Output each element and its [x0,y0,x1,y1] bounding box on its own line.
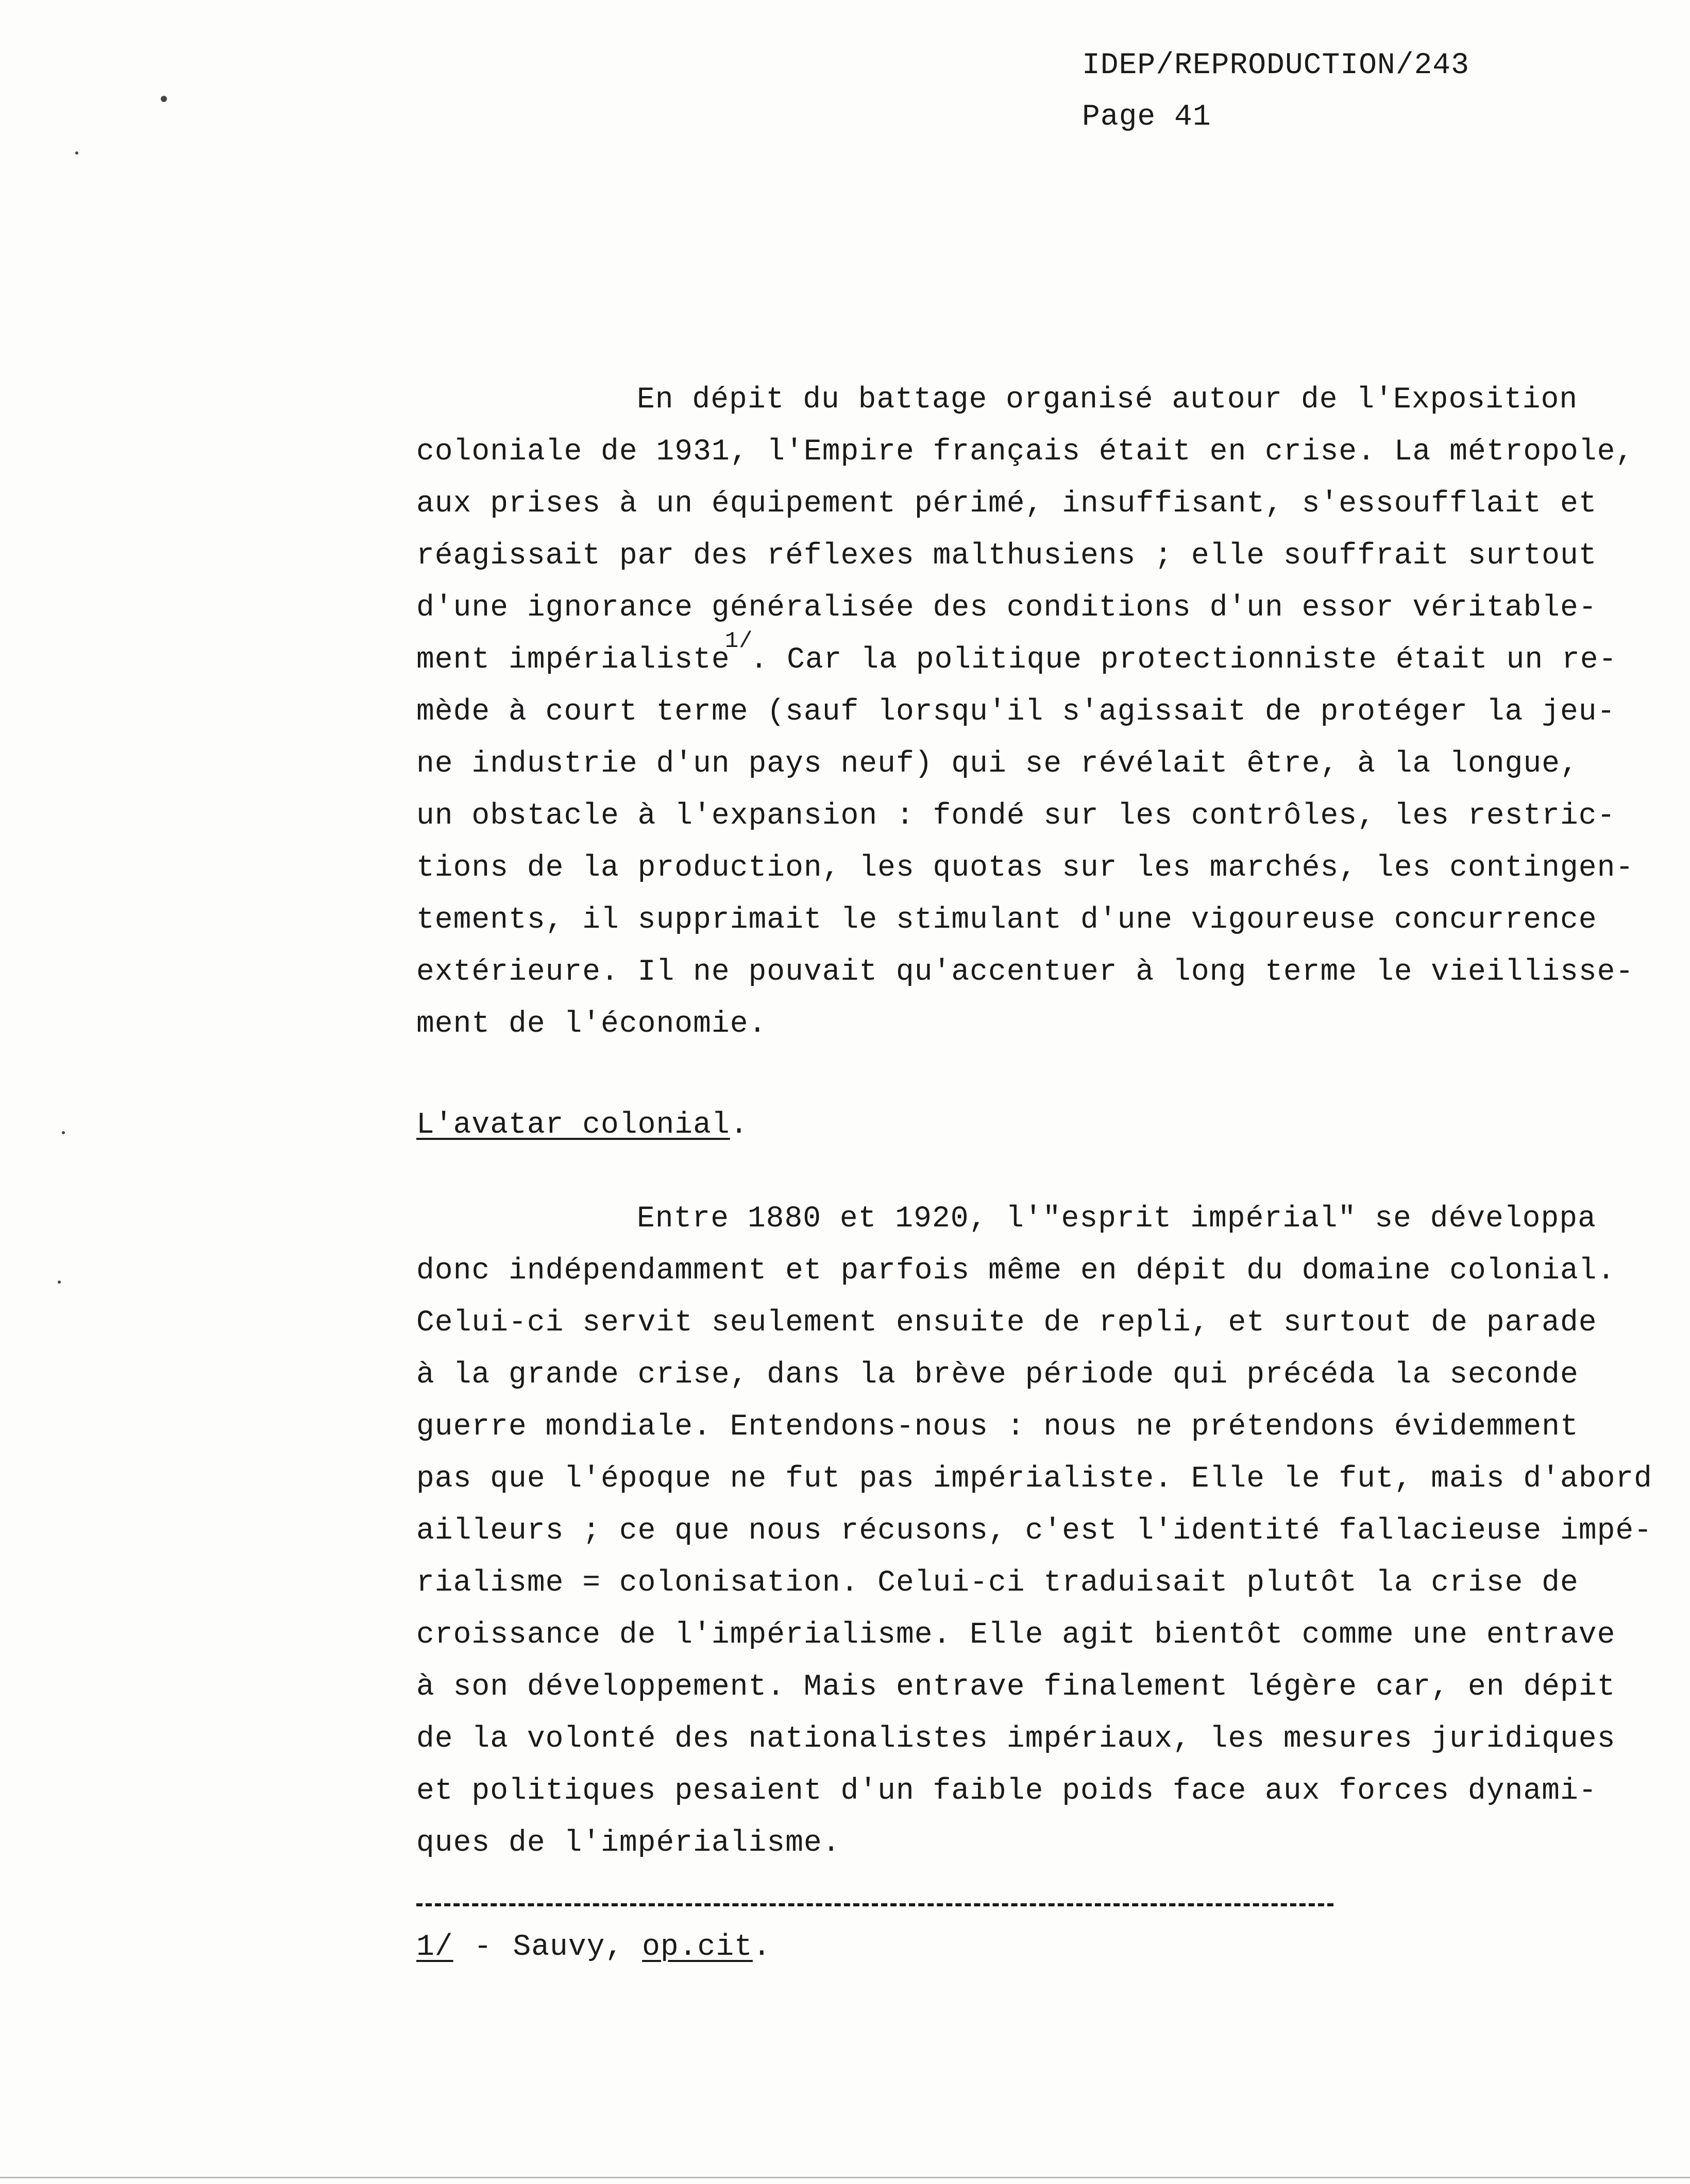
footnote-period: . [752,1931,771,1964]
paragraph-line: extérieure. Il ne pouvait qu'accentuer à long terme le vieillisse- [416,956,1634,989]
footnote-citation: op.cit [642,1931,753,1964]
footnote-mark: 1/ [416,1931,453,1964]
section-heading-text: L'avatar colonial [416,1108,730,1142]
paragraph-line: donc indépendamment et parfois même en dépit du domaine colonial. [416,1254,1616,1288]
paragraph-line: ment de l'économie. [416,1008,767,1041]
scan-speck [75,151,78,155]
scan-edge [0,2177,1690,2178]
paragraph-text: . Car la politique protectionniste était un re- [750,643,1617,677]
paragraph-line: tements, il supprimait le stimulant d'une vigoureuse concurrence [416,903,1597,937]
paragraph-line: tions de la production, les quotas sur les marchés, les contingen- [416,851,1634,885]
scan-speck [58,1281,61,1284]
section-heading-period: . [730,1108,749,1142]
paragraph-line: rialisme = colonisation. Celui-ci traduisait plutôt la crise de [416,1566,1579,1600]
paragraph-line: d'une ignorance généralisée des conditions d'un essor véritable- [416,591,1597,625]
paragraph-1 [416,374,1634,1050]
paragraph-line: coloniale de 1931, l'Empire français était en crise. La métropole, [416,435,1634,469]
paragraph-line: aux prises à un équipement périmé, insuffisant, s'essoufflait et [416,487,1597,521]
scan-speck [62,1131,65,1134]
paragraph-line: mède à court terme (sauf lorsqu'il s'agissait de protéger la jeu- [416,695,1616,729]
page-header [1082,40,1469,143]
paragraph-line: croissance de l'impérialisme. Elle agit bientôt comme une entrave [416,1618,1616,1652]
paragraph-line: pas que l'époque ne fut pas impérialiste. Elle le fut, mais d'abord [416,1462,1652,1496]
scan-speck [161,96,167,102]
paragraph-line: ailleurs ; ce que nous récusons, c'est l'identité fallacieuse impé- [416,1514,1652,1548]
paragraph-line: guerre mondiale. Entendons-nous : nous ne prétendons évidemment [416,1410,1579,1444]
paragraph-line: Celui-ci servit seulement ensuite de repli, et surtout de parade [416,1306,1597,1340]
page-number: Page 41 [1082,100,1211,134]
paragraph-line: ques de l'impérialisme. [416,1827,841,1860]
paragraph-line-with-footnote [416,628,1622,686]
footnote-author: Sauvy, [513,1931,624,1964]
paragraph-line: Entre 1880 et 1920, l'"esprit impérial" se développa [637,1202,1596,1236]
footnote [416,1921,771,1973]
paragraph-2 [416,1193,1652,1869]
footnote-reference[interactable]: 1/ [724,628,753,654]
paragraph-line: de la volonté des nationalistes impériaux, les mesures juridiques [416,1722,1616,1756]
paragraph-line: En dépit du battage organisé autour de l'Exposition [637,383,1578,417]
paragraph-line: réagissait par des réflexes malthusiens ; elle souffrait surtout [416,539,1597,573]
paragraph-line: à son développement. Mais entrave finalement légère car, en dépit [416,1670,1616,1704]
paragraph-line: et politiques pesaient d'un faible poids face aux forces dynami- [416,1774,1597,1808]
footnote-separator [416,1903,1333,1906]
paragraph-line: ne industrie d'un pays neuf) qui se révélait être, à la longue, [416,747,1579,781]
section-heading [416,1099,749,1151]
paragraph-line: un obstacle à l'expansion : fondé sur les contrôles, les restric- [416,799,1616,833]
paragraph-line: à la grande crise, dans la brève période qui précéda la seconde [416,1358,1579,1392]
footnote-dash: - [474,1931,493,1964]
paragraph-text: ment impérialiste [416,643,730,677]
document-reference: IDEP/REPRODUCTION/243 [1082,49,1469,82]
